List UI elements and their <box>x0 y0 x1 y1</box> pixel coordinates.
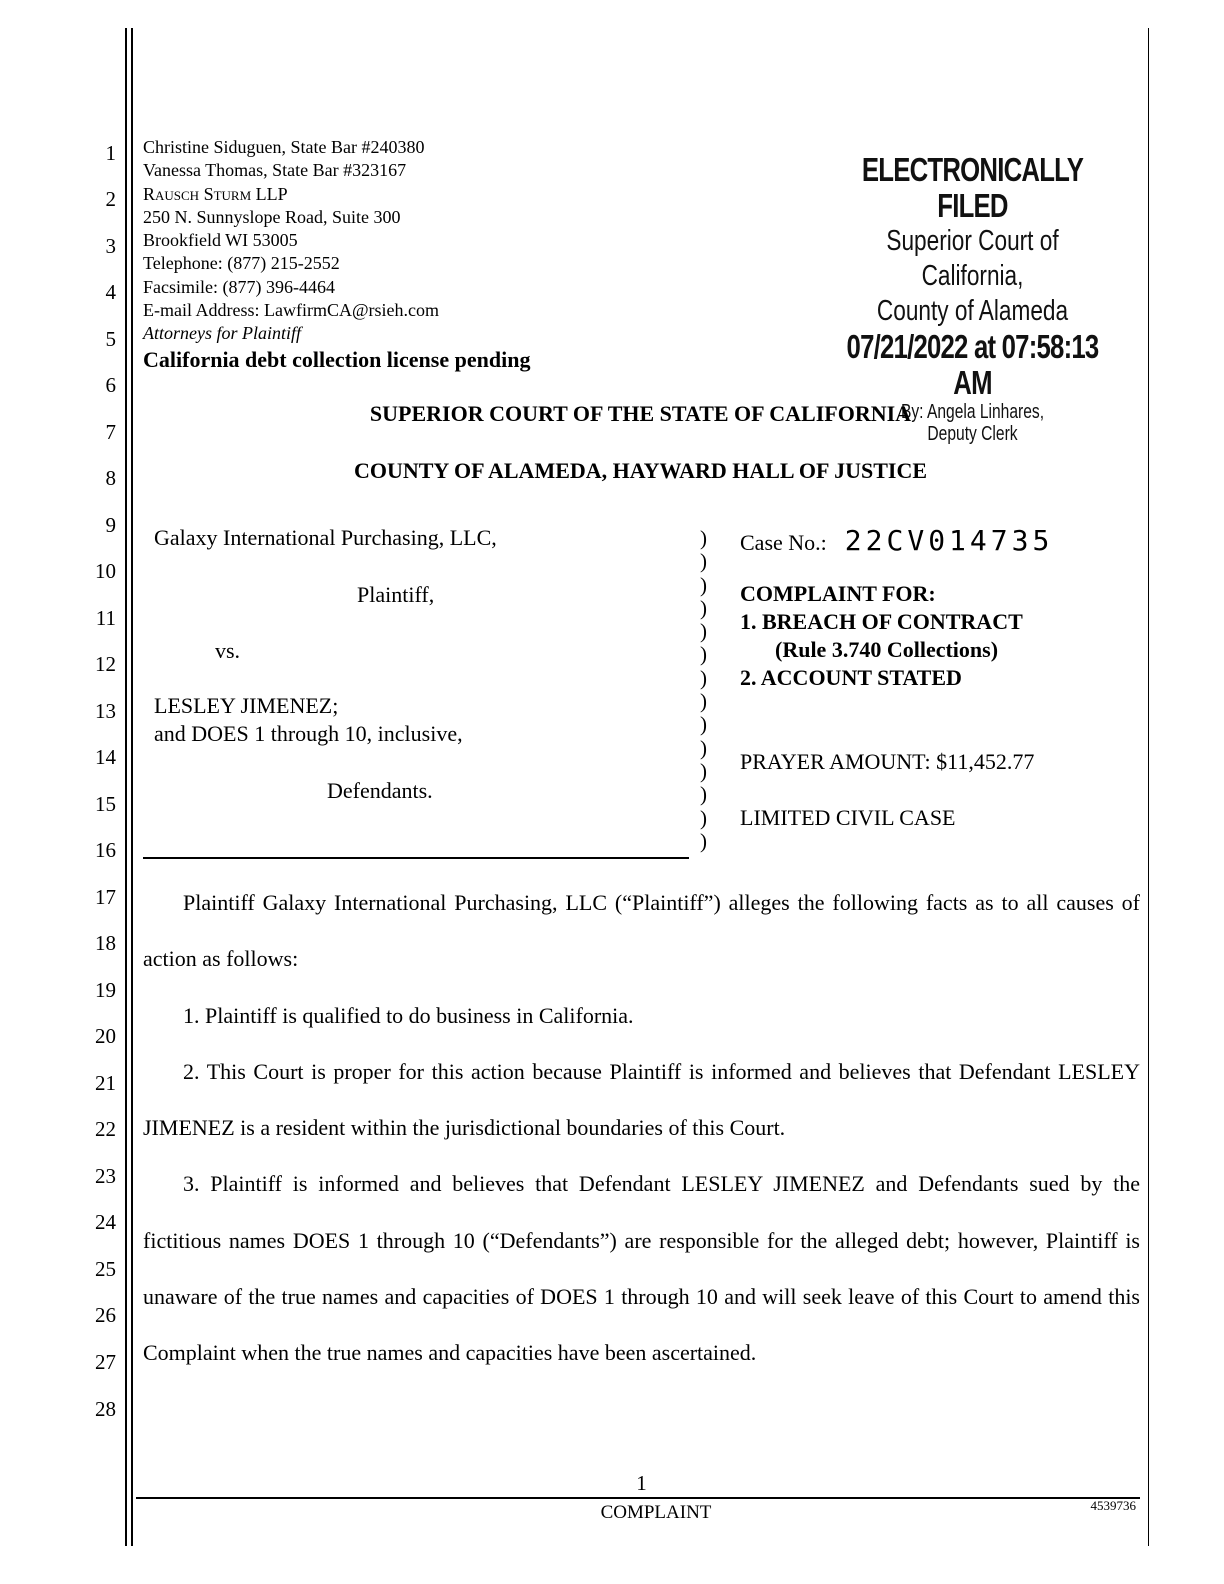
line-number: 1 <box>105 141 116 165</box>
defendant-label: Defendants. <box>327 778 433 803</box>
court-heading-2: COUNTY OF ALAMEDA, HAYWARD HALL OF JUSTICE <box>353 458 928 483</box>
line-number: 21 <box>95 1071 116 1095</box>
line-number: 2 <box>105 187 116 211</box>
firm-facsimile: Facsimile: (877) 396-4464 <box>143 276 335 297</box>
court-heading-1: SUPERIOR COURT OF THE STATE OF CALIFORNIA <box>369 401 912 426</box>
paren: ) <box>700 665 707 690</box>
stamp-county: County of Alameda <box>876 295 1069 327</box>
right-margin-rule <box>1148 28 1149 1546</box>
complaint-body <box>143 875 1140 1382</box>
firm-telephone: Telephone: (877) 215-2552 <box>143 253 340 274</box>
paren: ) <box>700 712 707 737</box>
line-number: 17 <box>95 885 116 909</box>
paren: ) <box>700 549 707 574</box>
attorney-line-2: Vanessa Thomas, State Bar #323167 <box>143 160 407 181</box>
cause-of-action-1-detail: (Rule 3.740 Collections) <box>775 637 999 662</box>
paren: ) <box>700 642 707 667</box>
line-number: 26 <box>95 1303 116 1327</box>
allegation-1: 1. Plaintiff is qualified to do business in California. <box>183 1002 634 1028</box>
paren: ) <box>700 735 707 760</box>
firm-address-2: Brookfield WI 53005 <box>143 230 298 251</box>
license-notice: California debt collection license pending <box>143 346 531 372</box>
left-margin-rule-inner <box>131 28 133 1546</box>
caption-underline <box>143 857 689 859</box>
footer-title: COMPLAINT <box>600 1502 712 1523</box>
paren: ) <box>700 689 707 714</box>
case-number-label: Case No.: <box>740 530 827 555</box>
cause-of-action-1: 1. BREACH OF CONTRACT <box>740 609 1023 634</box>
line-number: 14 <box>95 745 116 769</box>
line-number: 8 <box>105 466 116 490</box>
stamp-clerk: Deputy Clerk <box>927 423 1018 445</box>
line-number: 9 <box>105 513 116 537</box>
prayer-amount: PRAYER AMOUNT: $11,452.77 <box>740 749 1035 774</box>
attorney-line-1: Christine Siduguen, State Bar #240380 <box>143 137 425 157</box>
line-number: 28 <box>95 1397 116 1421</box>
law-firm-name: Rausch Sturm LLP <box>143 183 288 204</box>
firm-address-1: 250 N. Sunnyslope Road, Suite 300 <box>143 206 401 227</box>
stamp-title: ELECTRONICALLY FILED <box>861 151 1084 224</box>
stamp-court: Superior Court of California, <box>886 225 1059 292</box>
complaint-for-label: COMPLAINT FOR: <box>740 581 936 606</box>
versus: vs. <box>215 638 241 663</box>
caption-parentheses <box>700 527 707 853</box>
paren: ) <box>700 595 707 620</box>
line-number: 4 <box>105 280 116 304</box>
paren: ) <box>700 758 707 783</box>
line-number: 7 <box>105 420 116 444</box>
attorney-role: Attorneys for Plaintiff <box>143 323 301 344</box>
line-number: 25 <box>95 1257 116 1281</box>
plaintiff-name: Galaxy International Purchasing, LLC, <box>154 525 497 550</box>
line-number: 3 <box>105 234 116 258</box>
line-number: 15 <box>95 792 116 816</box>
line-number: 6 <box>105 373 116 397</box>
line-number: 18 <box>95 931 116 955</box>
attorney-block <box>143 136 530 371</box>
footer-rule <box>136 1497 1140 1499</box>
line-number: 22 <box>95 1117 116 1141</box>
paren: ) <box>700 526 707 550</box>
paren: ) <box>700 782 707 807</box>
line-number: 5 <box>105 327 116 351</box>
cause-of-action-2: 2. ACCOUNT STATED <box>740 665 962 690</box>
paren: ) <box>700 828 707 853</box>
case-number-row <box>740 524 1053 557</box>
plaintiff-label: Plaintiff, <box>357 582 435 607</box>
line-number: 16 <box>95 838 116 862</box>
stamp-by: By: Angela Linhares, <box>900 401 1045 423</box>
stamp-datetime: 07/21/2022 at 07:58:13 AM <box>846 328 1099 401</box>
left-margin-rule-outer <box>125 28 127 1546</box>
line-number: 11 <box>95 606 116 630</box>
paren: ) <box>700 805 707 830</box>
line-number: 20 <box>95 1024 116 1048</box>
case-type: LIMITED CIVIL CASE <box>740 805 956 830</box>
defendant-does: and DOES 1 through 10, inclusive, <box>154 721 463 746</box>
line-number: 12 <box>95 652 116 676</box>
allegation-3: 3. Plaintiff is informed and believes that Defendant LESLEY JIMENEZ and Defendants sued by the fictitious names DOES 1 through 10 (“Defendants”) are responsible for the alleged debt; however, Plaintiff is unaware of the true names and capacities of DOES 1 through 10 and will seek leave of this Court to amend this Complaint when the true names and capacities have been ascertained. <box>143 1171 1140 1366</box>
document-id: 4539736 <box>1090 1498 1136 1513</box>
allegation-2: 2. This Court is proper for this action because Plaintiff is informed and believes that Defendant LESLEY JIMENEZ is a resident within the jurisdictional boundaries of this Court. <box>143 1058 1140 1141</box>
line-number: 24 <box>95 1210 116 1234</box>
line-number: 13 <box>95 699 116 723</box>
intro-paragraph: Plaintiff Galaxy International Purchasing, LLC (“Plaintiff”) alleges the following facts as to all causes of action as follows: <box>143 890 1140 972</box>
line-number: 27 <box>95 1350 116 1374</box>
firm-email: E-mail Address: LawfirmCA@rsieh.com <box>143 300 440 321</box>
line-number: 19 <box>95 978 116 1002</box>
page-number: 1 <box>636 1471 647 1495</box>
line-number: 23 <box>95 1164 116 1188</box>
paren: ) <box>700 572 707 597</box>
case-number: 22CV014735 <box>844 524 1054 557</box>
defendant-name: LESLEY JIMENEZ; <box>154 693 339 718</box>
paren: ) <box>700 619 707 644</box>
line-number: 10 <box>95 559 116 583</box>
